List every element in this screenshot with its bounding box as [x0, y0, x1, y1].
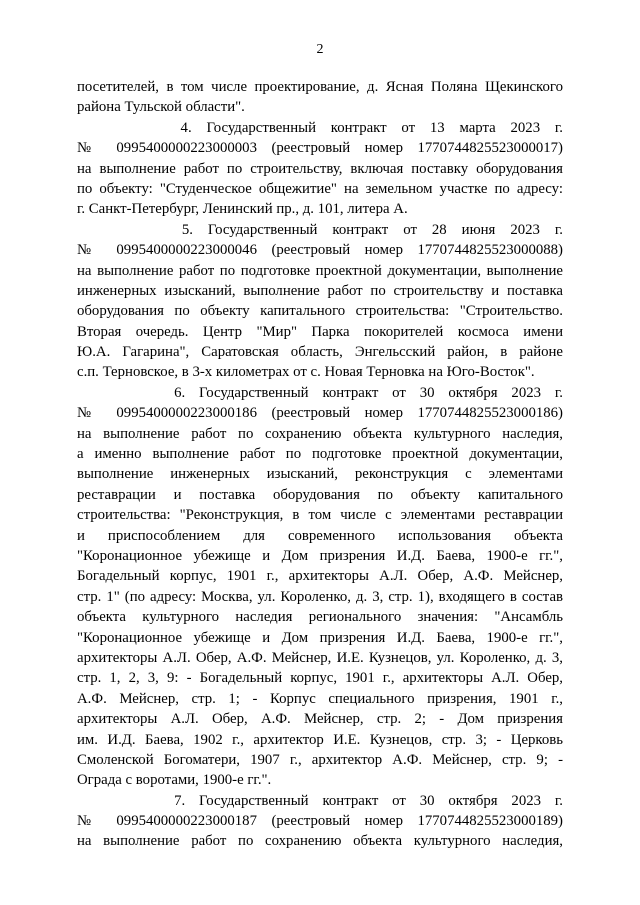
text-line: Ограда с воротами, 1900-е гг.". — [77, 772, 272, 789]
text-line: № 0995400000223000003 (реестровый номер 1770744825523000017) — [77, 140, 563, 157]
text-line: "Коронационное убежище и Дом призрения И.Д. Баева, 1900-е гг.", — [77, 547, 563, 564]
text-line: объекта культурного наследия регионального значения: "Ансамбль — [77, 609, 563, 626]
text-line: архитекторы А.Л. Обер, А.Ф. Мейснер, стр. 2; - Дом призрения — [77, 711, 563, 728]
text-line: Вторая очередь. Центр "Мир" Парка покорителей космоса имени — [77, 323, 563, 340]
text-line: района Тульской области". — [77, 99, 245, 116]
text-line: выполнение инженерных изысканий, реконструкция с элементами — [77, 466, 563, 483]
text-line: им. И.Д. Баева, 1902 г., архитектор И.Е. Кузнецов, стр. 3; - Церковь — [77, 731, 563, 748]
text-line: на выполнение работ по подготовке проектной документации, выполнение — [77, 262, 563, 279]
text-line: 5. Государственный контракт от 28 июня 2023 г. — [77, 221, 563, 238]
text-line: стр. 1" (по адресу: Москва, ул. Короленко, д. 3, стр. 1), входящего в состав — [77, 588, 563, 605]
text-line: г. Санкт-Петербург, Ленинский пр., д. 101, литера А. — [77, 201, 408, 218]
text-line: 6. Государственный контракт от 30 октября 2023 г. — [77, 384, 563, 401]
text-line: с.п. Терновское, в 3-х километрах от с. Новая Терновка на Юго-Восток". — [77, 364, 535, 381]
text-line: Ю.А. Гагарина", Саратовская область, Энгельсский район, в районе — [77, 344, 563, 361]
text-line: стр. 1, 2, 3, 9: - Богадельный корпус, 1901 г., архитекторы А.Л. Обер, — [77, 670, 563, 687]
document-body — [77, 77, 563, 852]
text-line: а именно выполнение работ по подготовке проектной документации, — [77, 446, 563, 463]
text-line: 7. Государственный контракт от 30 октября 2023 г. — [77, 792, 563, 809]
text-line: по объекту: "Студенческое общежитие" на земельном участке по адресу: — [77, 180, 563, 197]
text-line: № 0995400000223000187 (реестровый номер 1770744825523000189) — [77, 813, 563, 830]
text-line: А.Ф. Мейснер, стр. 1; - Корпус специального призрения, 1901 г., — [77, 690, 563, 707]
text-line: реставрации и поставка оборудования по объекту капитального — [77, 486, 563, 503]
text-line: и приспособлением для современного использования объекта — [77, 527, 563, 544]
text-line: Смоленской Богоматери, 1907 г., архитектор А.Ф. Мейснер, стр. 9; - — [77, 751, 563, 768]
text-line: строительства: "Реконструкция, в том числе с элементами реставрации — [77, 507, 563, 524]
text-line: архитекторы А.Л. Обер, А.Ф. Мейснер, И.Е. Кузнецов, ул. Короленко, д. 3, — [77, 649, 563, 666]
text-line: на выполнение работ по сохранению объекта культурного наследия, — [77, 833, 563, 850]
text-line: № 0995400000223000186 (реестровый номер 1770744825523000186) — [77, 405, 563, 422]
text-line: посетителей, в том числе проектирование, д. Ясная Поляна Щекинского — [77, 79, 563, 95]
text-line: инженерных изысканий, выполнение работ по строительству и поставка — [77, 282, 563, 299]
text-line: на выполнение работ по строительству, включая поставку оборудования — [77, 160, 563, 177]
text-line: оборудования по объекту капитального строительства: "Строительство. — [77, 303, 563, 320]
text-line: 4. Государственный контракт от 13 марта 2023 г. — [77, 119, 563, 136]
text-line: на выполнение работ по сохранению объекта культурного наследия, — [77, 425, 563, 442]
text-line: "Коронационное убежище и Дом призрения И.Д. Баева, 1900-е гг.", — [77, 629, 563, 646]
text-line: Богадельный корпус, 1901 г., архитекторы А.Л. Обер, А.Ф. Мейснер, — [77, 568, 563, 585]
page-number: 2 — [316, 42, 324, 57]
text-line: № 0995400000223000046 (реестровый номер 1770744825523000088) — [77, 242, 563, 259]
